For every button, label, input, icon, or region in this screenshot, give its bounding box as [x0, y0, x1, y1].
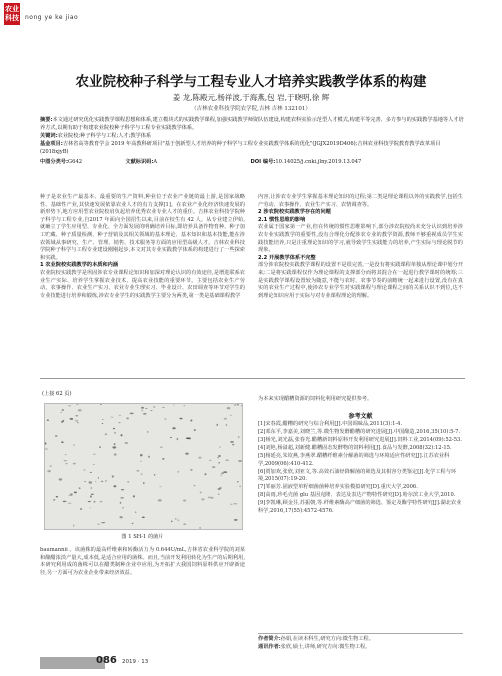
page-number: 086: [96, 655, 117, 666]
abstract-block: [40, 116, 465, 132]
micrograph-figure: [44, 403, 243, 530]
section-2-2-paragraph: 部分涉农院校实践教学课程的设置不是很完善,一是没有将实践课程单独从理论课中划分开来;二是将实践课程仅作为理论课程的支撑部分而将其混合在一起进行教学课时的统筹;三是实践教学课程设置较为随意,不能与农时、农事节奏的前瞻统一起来进行设置,没有在真实的农业生产过程中,使涉农专业学生对实践课程与理论课程之间的关系认识不到位,达不到理论知识应用于实际与对专业课程理论的理解。: [258, 262, 463, 299]
reference-item: [3]杨光,刘光磊,张春光.醋糟新饲料原料开发利用研究进展[J].饲料工业,2014(09):52-53.: [258, 437, 462, 443]
section-2-2-heading: 2.2 开展教学体系不完整: [258, 254, 316, 261]
doi-value: 10.14025/j.cnki.jlny.2019.13.047: [275, 159, 362, 165]
section-divider: [40, 378, 465, 379]
keywords-text: 农业院校;种子科学与工程;人才;教学体系: [57, 133, 152, 139]
continued-paragraph: baumannii 。该菌株的最高纤维素和转酶活力为 0.644U/mL,吉林省农业科学院的刘某和酿醋浓淡产量大,成本低,是适合应用的菌株。而且,当前开发利用转化为生产的后期利用,本研究利用成的菌株可以在醋类制种企业中应用,为开拓扩大我国饲料原料供应开辟新途径,另一方面可为农业企业带来经济效益。: [40, 547, 245, 576]
doc-code-label: 文献标识码:: [125, 159, 154, 165]
logo-line-1: 农业: [5, 5, 19, 13]
contact-text: 张欣,硕士,讲师,研究方向:微生物工程。: [280, 643, 371, 650]
reference-item: [8]高雨,珍毛壳菌 glu 基因克隆、表达及表达产物特性研究[D].哈尔滨工业大学,2010.: [258, 492, 456, 498]
author-info: [258, 633, 463, 651]
classification-row: [40, 158, 465, 166]
author-bio-label: 作者简介:: [258, 636, 281, 642]
clc-value: G642: [68, 159, 83, 165]
keywords-label: 关键词:: [40, 133, 58, 139]
article-affiliation: （吉林农业科技学院农学院,吉林 吉林 132101）: [191, 106, 311, 112]
doi-label: DOI 编号:: [250, 159, 276, 165]
right-paragraph-1: 内容,让涉农专业学生掌握基本理论知识的过程;第二类是理论课程以外的实践教学,包括生产劳动、农事操作、农业生产实习、农情调查等。: [258, 194, 463, 208]
fund-text: 吉林省高等教育学会 2019 年高教科研项目"基于创新型人才培养的种子科学与工程专业实践教学体系的优化"(JGJX2019D406);吉林农业科技学院教育教学改革项目(2018xjyB): [40, 141, 441, 155]
clc-label: 中图分类号:: [40, 159, 69, 165]
body-left-column: [40, 194, 245, 300]
abstract-label: 摘要:: [40, 117, 53, 123]
section-2-1-paragraph: 农业属于国家第一产业,但在传统的惯性思维影响下,部分涉农院校尚未充分认识到培养涉农专业实践教学的重要性,没有合理化分配涉农专业的教学资源,教师不够重视成员学生实践技能培养,只是注重理论知识的学习,就导致学生实践能力的培养,产生实际与理论脱节的现象。: [258, 224, 463, 254]
keywords-block: [40, 132, 465, 140]
article-authors: 姜 龙,陈殿元,杨祥波,于海燕,包 岩,于晓明,徐 辉: [172, 93, 330, 102]
section-1-paragraph: 农业院校实践教学是巩固涉农专业课程论知识和加深对理论认识的有效途径,是增进联系农业生产实际、培养学生掌握农业技术、提高农业技能的重要环节。主要包括农业生产劳动、农事操作、农业生产实习、农业专业生理实习、毕业设计、农田调查等环节对学生的专业技能进行培养和锻炼,涉农专业学生的实践教学主要分为两类,第一类是基础课程教学: [40, 269, 245, 299]
author-bio-text: 孙娟,在读本科生,研究方向:微生物工程。: [280, 636, 374, 642]
bacteria-micrograph-image: [45, 404, 242, 529]
references-heading: 参考文献: [348, 413, 373, 420]
reference-item: [7]邹丽芳.固液型单籽细菌菌种培养实验模拟研究[D].重庆大学,2006.: [258, 484, 418, 490]
section-2-heading: 2 涉农院校实践教学存在的问题: [258, 209, 331, 216]
section-1-heading: 1 农业院校实践教学的本质和内涵: [40, 262, 119, 269]
journal-header-subtitle: nong ye ke jiao: [25, 14, 79, 21]
figure-caption: 图 1 SH-1 的菌片: [121, 534, 164, 540]
reference-item: [6]贾加欢,张欣,刘亚文,等.高效石油烃降解菌的筛选及其相容分类鉴定[J].化学工程与环境,2015(07):19-20.: [258, 468, 457, 482]
fund-label: 基金项目:: [40, 141, 63, 147]
body-right-column: [258, 194, 463, 300]
reference-item: [9]李凯琳,顾金芬,苏振朝,等.纤维素酶高产细菌的筛选、鉴定及酶学特性研究[J].湖北农业科学,2016,17(55):4572-4576.: [258, 500, 462, 514]
article-title: 农业院校种子科学与工程专业人才培养实践教学体系的构建: [75, 74, 427, 90]
reference-item: [2]邓东平,李嘉美,刘晓兰,等.微生物发酵醋糟的研究进展[J].中国酿造,2016,35(10):5-7.: [258, 429, 461, 435]
abstract-text: 本文通过研究优化实践教学课程思想和体系,建立模块式的实践教学课程,加强实践教学师资队伍建设,构建农科实验示范型人才模式,构建平等完善、多方参与的实践教学基地等人才培养方式,以期有助于构建农业院校种子科学与工程专业实践教学体系。: [40, 117, 464, 131]
intro-paragraph: 种子是农业生产最基本、最重要的生产资料,种业位于农业产业链的最上游,是国家战略性、基础性产业,其快速发展依靠农业人才的有力支撑[1]。在农业产业化经济快速发展的新形势下,地方应用型农业院校肩负起培养优秀农业专业人才的重任。吉林农业科技学院种子科学与工程专业,自2017 年面向全国招生以来,目前在校生有 42 人。从专业建立伊始,就确立了学生应用型、专业化、全方面发展的明确培养目标,即培养具备作物育种、种子加工贮藏、种子质量检测、种子营销及其相关领域的基本理论、基本知识和基本技能,能在涉农领域从事研究、生产、管理、销售、技术服务等方面的应用型高级人才。吉林农业科技学院种子科学与工程专业建设刚刚起步,本文对其专业实践教学体系的构建进行了一些探索和实践。: [40, 194, 245, 261]
reference-item: [4]刘艳,杨溢超,刘新健.醋糟固态发酵物的饲料利用[J].食品与发酵,2008(32):12-15.: [258, 445, 452, 451]
reference-item: [1]宋春霞,醋糟的研究与综合利用[J].中国调味品,2011(3):1-4.: [258, 421, 403, 427]
right-continued-text: 为本来实现醋糟资源的饲料化利用研究提供参考。: [258, 396, 373, 402]
issue-date: 2019 · 13: [122, 659, 149, 665]
doc-code-value: A: [153, 159, 158, 165]
journal-logo: [4, 3, 20, 25]
continued-label: (上接 62 页): [42, 391, 72, 397]
references-list: [258, 421, 463, 516]
logo-line-2: 科技: [5, 14, 19, 22]
reference-item: [5]杨延亮,朱钦燕,李燕翠.醋糟纤维素分解菌的筛选与环境适应性研究[J].江苏农业科学,2009(06):410-412.: [258, 453, 450, 467]
section-2-1-heading: 2.1 惯性思维的影响: [258, 216, 306, 223]
contact-label: 通讯作者:: [258, 643, 281, 650]
fund-block: [40, 140, 465, 156]
